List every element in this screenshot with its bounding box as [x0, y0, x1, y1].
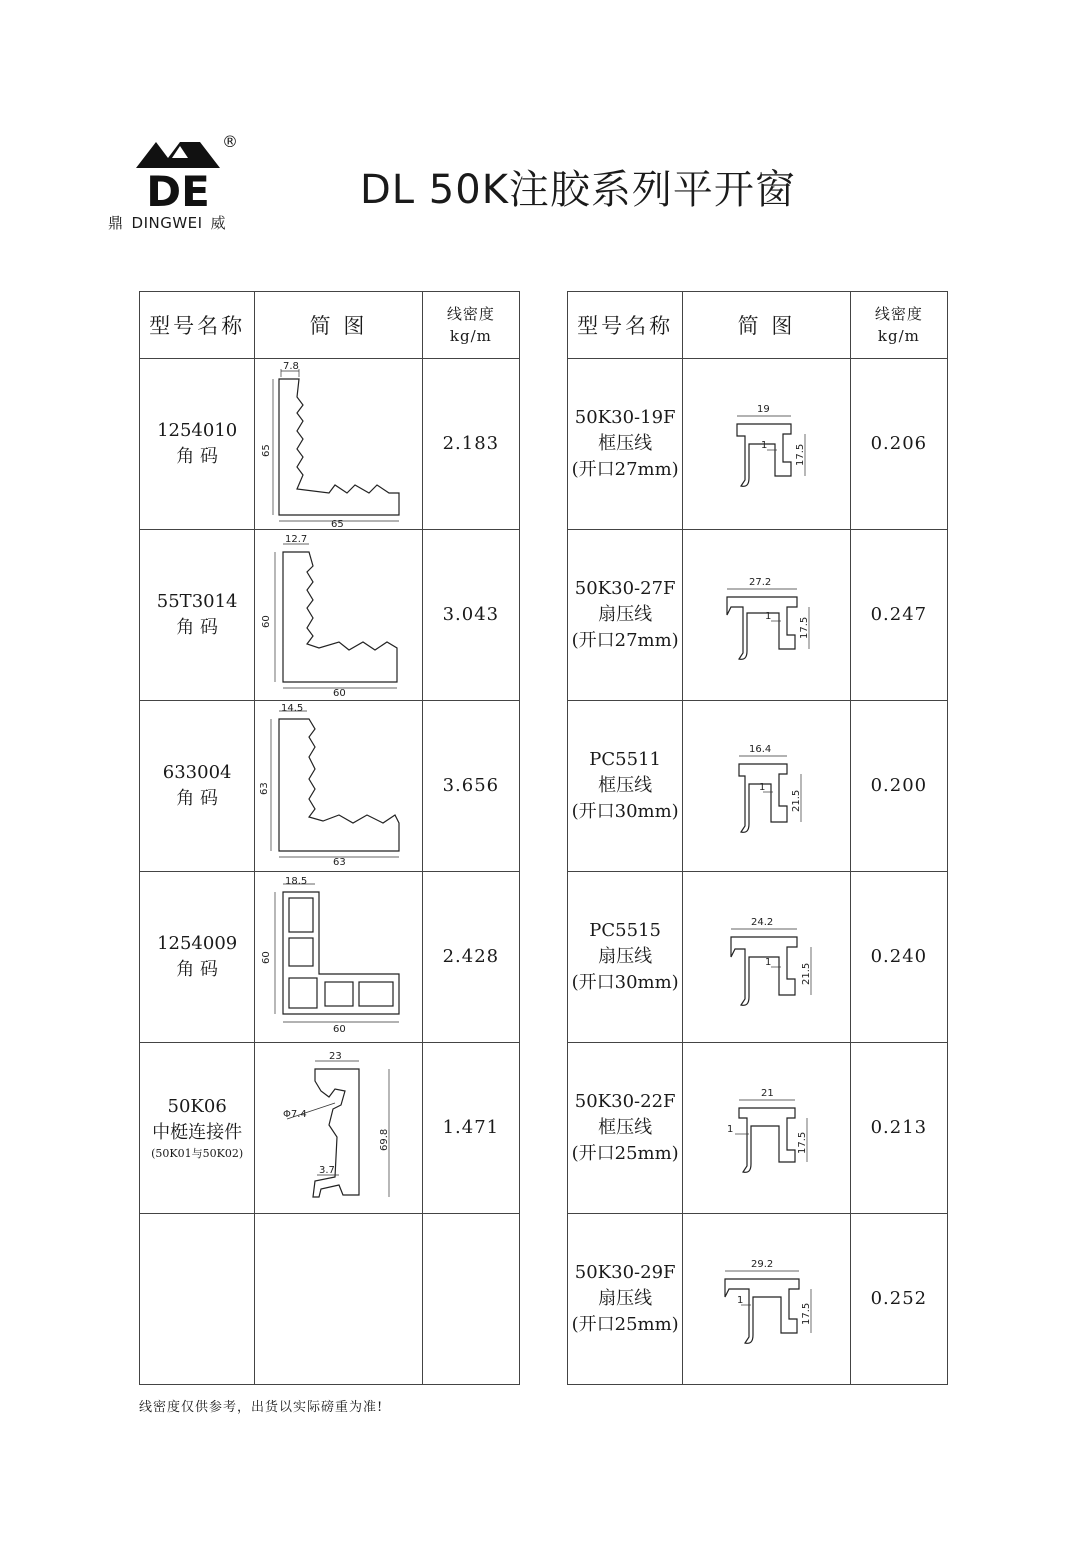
svg-text:17.5: 17.5: [800, 1302, 812, 1325]
svg-text:16.4: 16.4: [748, 744, 771, 755]
density-cell: 3.656: [422, 701, 519, 872]
glazing-bead-drawing: [687, 1239, 847, 1359]
header-density: 线密度 kg/m: [850, 292, 947, 359]
sketch-cell: [255, 1043, 422, 1214]
header-sketch: 简 图: [683, 292, 850, 359]
svg-text:12.7: 12.7: [284, 534, 307, 545]
table-row: [568, 1214, 948, 1385]
model-cell: 633004 角 码: [140, 701, 255, 872]
density-cell: 3.043: [422, 530, 519, 701]
svg-text:1: 1: [736, 1295, 743, 1306]
glazing-bead-drawing: [687, 726, 847, 846]
svg-text:17.5: 17.5: [798, 616, 810, 639]
svg-text:65: 65: [260, 444, 272, 457]
svg-text:21: 21: [760, 1088, 774, 1099]
svg-text:19: 19: [756, 404, 770, 415]
svg-text:27.2: 27.2: [748, 577, 771, 588]
svg-text:18.5: 18.5: [284, 876, 307, 887]
table-row: [140, 359, 520, 530]
svg-text:24.2: 24.2: [750, 917, 773, 928]
svg-text:21.5: 21.5: [800, 962, 812, 985]
table-row-empty: [140, 1214, 520, 1385]
svg-text:63: 63: [332, 857, 346, 868]
svg-text:60: 60: [332, 1024, 346, 1035]
svg-text:60: 60: [260, 615, 272, 628]
corner-profile-drawing: [259, 532, 419, 698]
svg-text:63: 63: [258, 782, 270, 795]
svg-text:1: 1: [764, 957, 771, 968]
density-cell: 0.206: [850, 359, 947, 530]
sketch-cell: [255, 1214, 422, 1385]
table-row: [140, 530, 520, 701]
table-row: [140, 701, 520, 872]
sketch-cell: [255, 359, 422, 530]
density-cell: 2.428: [422, 872, 519, 1043]
table-row: [568, 701, 948, 872]
table-row: [568, 530, 948, 701]
table-row: [568, 872, 948, 1043]
sketch-cell: [683, 359, 850, 530]
page-title: DL 50K注胶系列平开窗: [360, 167, 796, 213]
svg-text:1: 1: [760, 440, 767, 451]
glazing-bead-drawing: [687, 384, 847, 504]
svg-text:Φ7.4: Φ7.4: [282, 1109, 307, 1120]
brand-logo: [108, 132, 258, 242]
sketch-cell: [683, 701, 850, 872]
density-cell: [422, 1214, 519, 1385]
svg-text:65: 65: [330, 519, 344, 527]
header-model: 型号名称: [140, 292, 255, 359]
svg-text:69.8: 69.8: [378, 1128, 390, 1151]
sketch-cell: [255, 872, 422, 1043]
sketch-cell: [683, 872, 850, 1043]
model-cell: PC5515 扇压线 (开口30mm): [568, 872, 683, 1043]
svg-text:29.2: 29.2: [750, 1259, 773, 1270]
model-cell: 50K30-19F 框压线 (开口27mm): [568, 359, 683, 530]
registered-mark: ®: [222, 132, 238, 151]
svg-text:60: 60: [332, 688, 346, 698]
glazing-bead-drawing: [687, 1068, 847, 1188]
svg-text:21.5: 21.5: [790, 789, 802, 812]
svg-text:DE: DE: [146, 167, 210, 208]
glazing-bead-drawing: [687, 555, 847, 675]
header-model: 型号名称: [568, 292, 683, 359]
corner-profile-drawing: [259, 703, 419, 869]
connector-profile-drawing: [259, 1045, 419, 1211]
density-cell: 0.240: [850, 872, 947, 1043]
brand-name: 鼎 DINGWEI 威: [108, 214, 227, 232]
density-cell: 0.247: [850, 530, 947, 701]
svg-text:60: 60: [260, 951, 272, 964]
model-cell: 50K30-22F 框压线 (开口25mm): [568, 1043, 683, 1214]
svg-text:1: 1: [726, 1124, 733, 1135]
svg-text:7.8: 7.8: [282, 361, 299, 372]
model-cell: 50K30-29F 扇压线 (开口25mm): [568, 1214, 683, 1385]
density-cell: 0.200: [850, 701, 947, 872]
sketch-cell: [683, 1043, 850, 1214]
dingwei-logo-icon: [136, 136, 220, 208]
sketch-cell: [255, 701, 422, 872]
left-spec-table: [139, 291, 520, 1385]
table-header: [568, 292, 948, 359]
table-header: [140, 292, 520, 359]
density-cell: 1.471: [422, 1043, 519, 1214]
sketch-cell: [683, 530, 850, 701]
model-cell: 1254010 角 码: [140, 359, 255, 530]
svg-text:17.5: 17.5: [794, 443, 806, 466]
density-cell: 2.183: [422, 359, 519, 530]
table-row: [568, 1043, 948, 1214]
svg-text:3.7: 3.7: [318, 1165, 335, 1176]
header-sketch: 简 图: [255, 292, 422, 359]
svg-text:1: 1: [758, 782, 765, 793]
model-cell: 1254009 角 码: [140, 872, 255, 1043]
table-row: [140, 872, 520, 1043]
model-cell: [140, 1214, 255, 1385]
density-cell: 0.213: [850, 1043, 947, 1214]
model-cell: 55T3014 角 码: [140, 530, 255, 701]
model-cell: 50K06 中梃连接件 (50K01与50K02): [140, 1043, 255, 1214]
model-cell: 50K30-27F 扇压线 (开口27mm): [568, 530, 683, 701]
density-cell: 0.252: [850, 1214, 947, 1385]
table-row: [568, 359, 948, 530]
svg-text:17.5: 17.5: [796, 1131, 808, 1154]
svg-text:14.5: 14.5: [280, 703, 303, 714]
right-spec-table: [567, 291, 948, 1385]
svg-text:1: 1: [764, 611, 771, 622]
footnote: 线密度仅供参考，出货以实际磅重为准!: [139, 1400, 384, 1415]
sketch-cell: [255, 530, 422, 701]
sketch-cell: [683, 1214, 850, 1385]
glazing-bead-drawing: [687, 897, 847, 1017]
corner-profile-drawing: [259, 361, 419, 527]
table-row: [140, 1043, 520, 1214]
model-cell: PC5511 框压线 (开口30mm): [568, 701, 683, 872]
svg-text:23: 23: [328, 1051, 342, 1062]
corner-profile-drawing: [259, 874, 419, 1040]
header-density: 线密度 kg/m: [422, 292, 519, 359]
